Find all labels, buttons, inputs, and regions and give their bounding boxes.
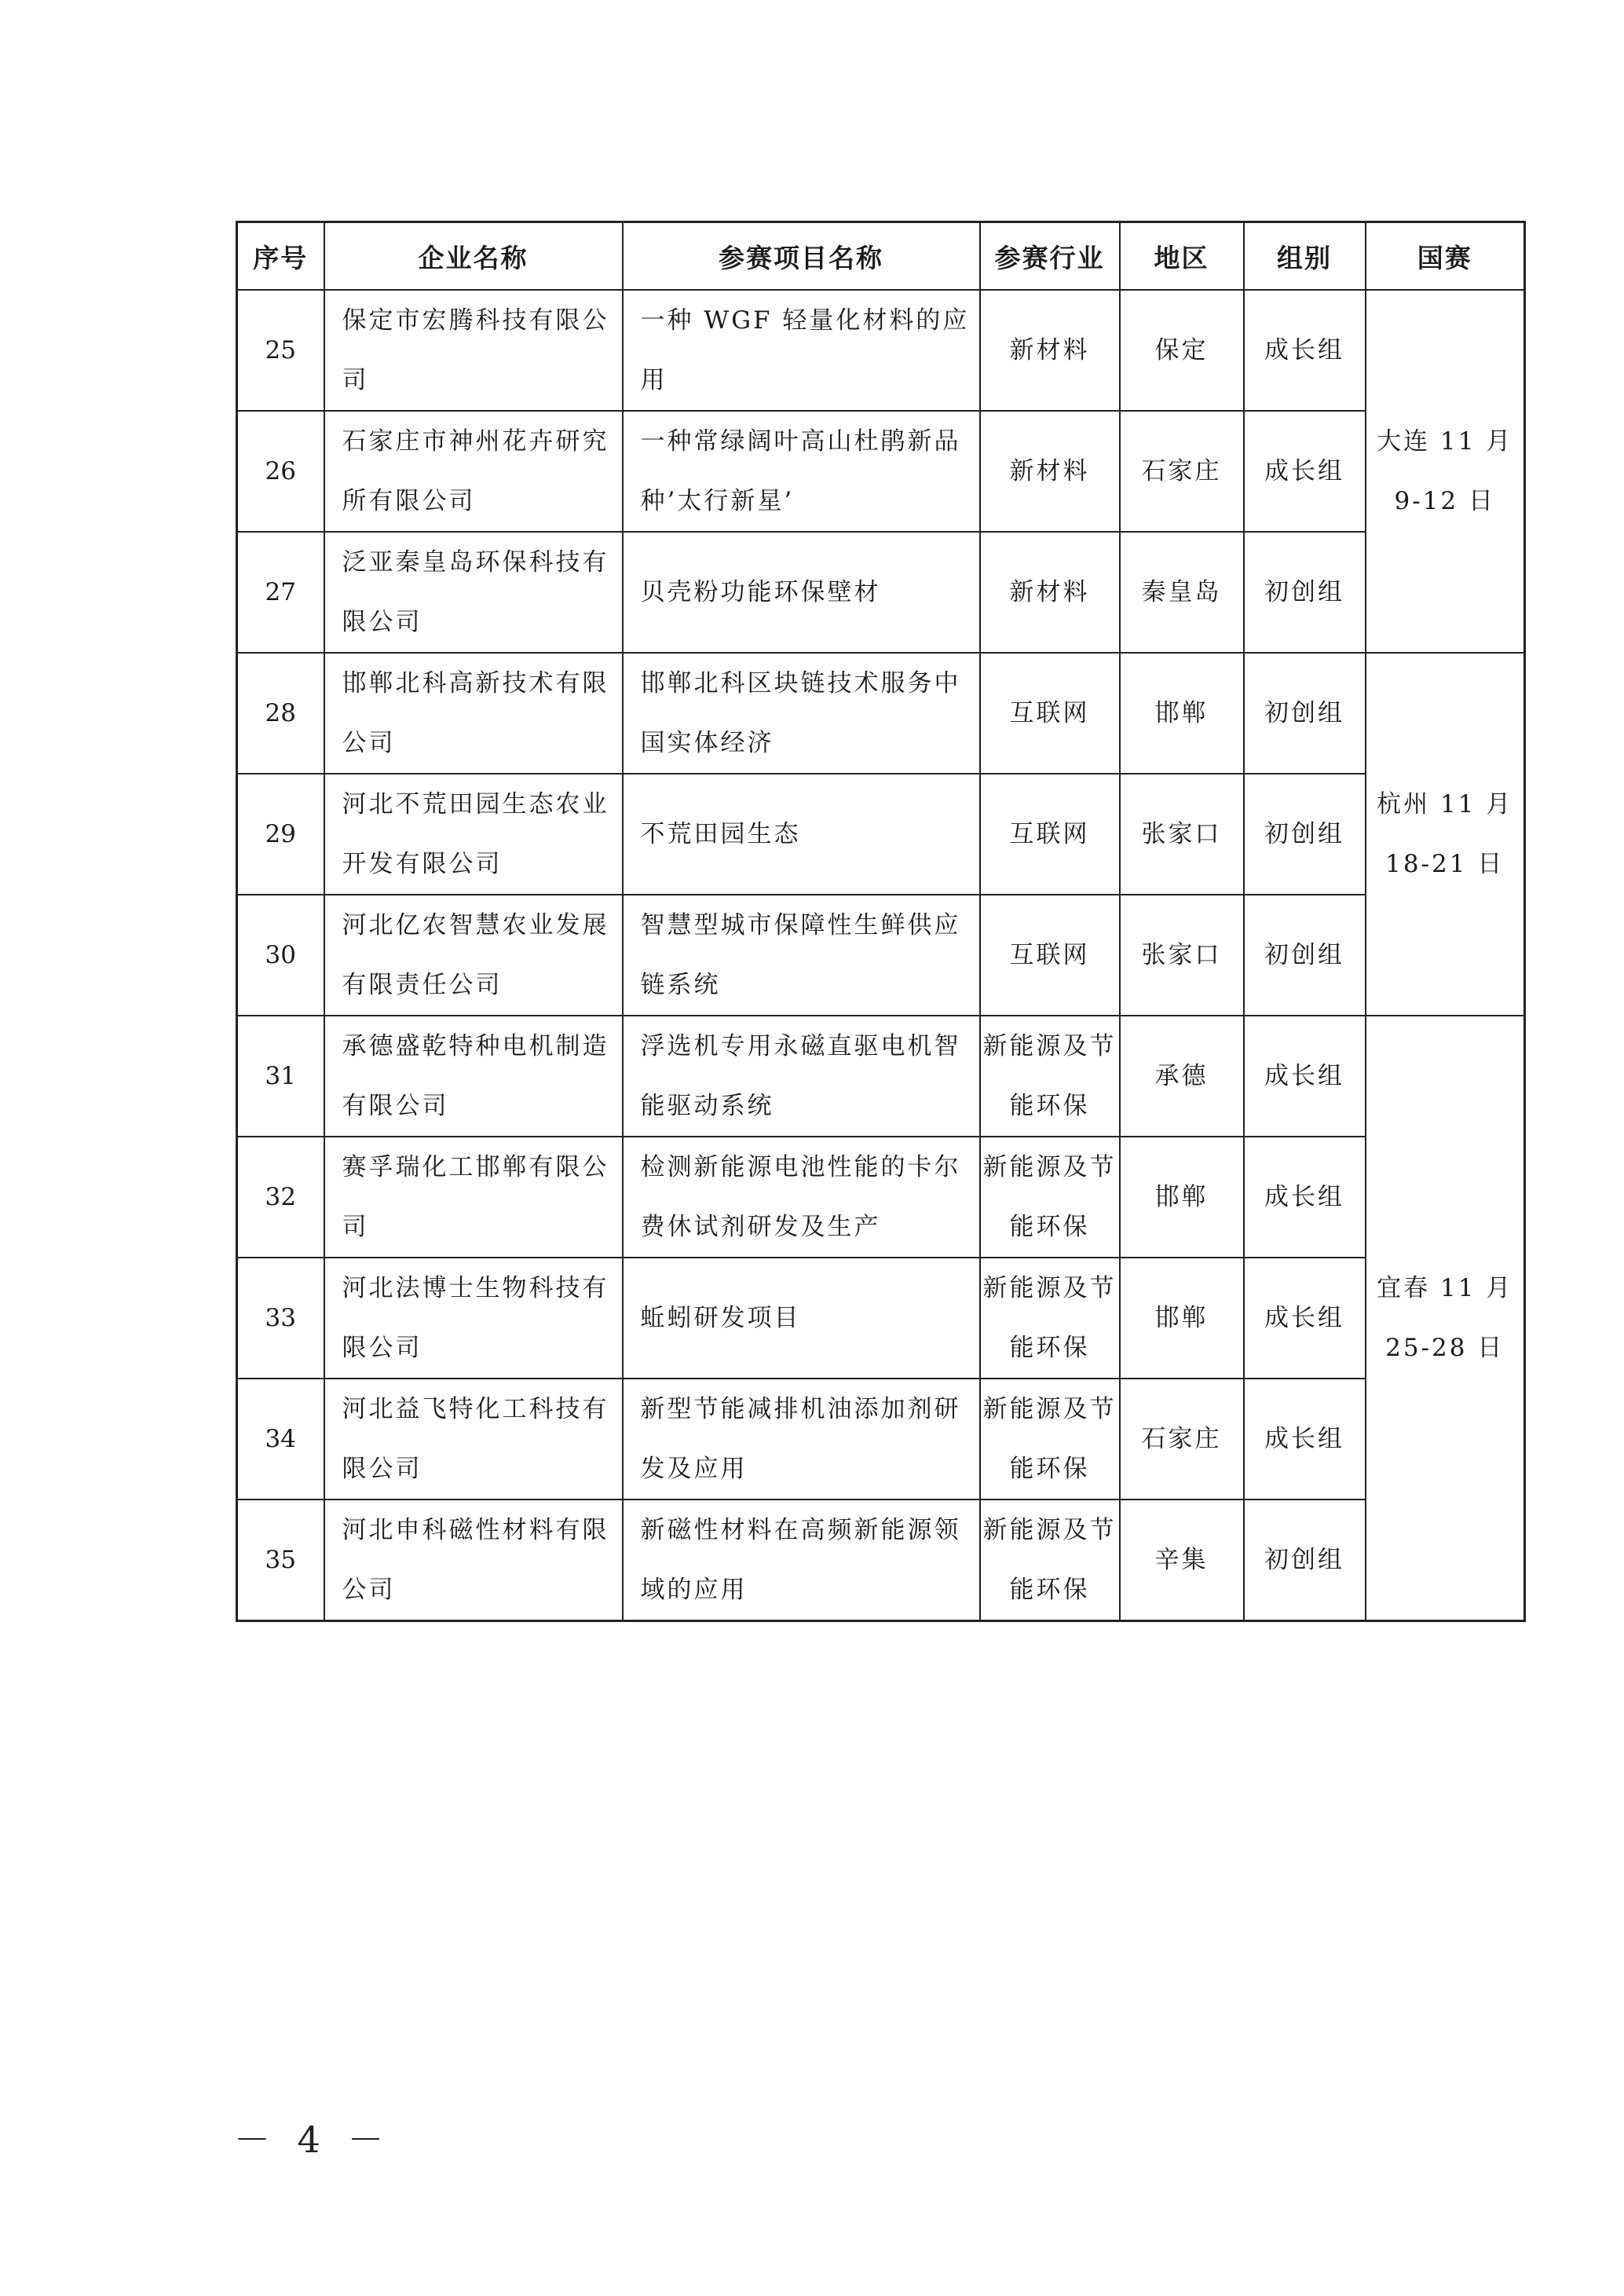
row-number-cell [237, 1016, 324, 1137]
table-row [237, 895, 1525, 1016]
project-name-cell [623, 290, 980, 411]
project-name-cell [623, 774, 980, 895]
region: 石家庄 [1141, 457, 1222, 485]
region-cell [1120, 411, 1244, 532]
project-name-cell [623, 895, 980, 1016]
region: 邯郸 [1154, 1183, 1209, 1211]
group-cell [1244, 1500, 1366, 1621]
final-venue-city-month: 杭州 11 月 [1377, 790, 1513, 818]
row-number-cell [237, 411, 324, 532]
region-cell [1120, 653, 1244, 774]
row-number-cell [237, 653, 324, 774]
company-name-cell [324, 532, 623, 653]
company-name: 赛孚瑞化工邯郸有限公司 [342, 1153, 609, 1241]
row-number-cell [237, 1137, 324, 1258]
final-venue-city-month: 宜春 11 月 [1377, 1274, 1513, 1302]
industry-cell [980, 1379, 1120, 1500]
company-name-cell [324, 895, 623, 1016]
project-name: 检测新能源电池性能的卡尔费休试剂研发及生产 [640, 1153, 961, 1241]
group: 成长组 [1264, 336, 1344, 364]
table-row [237, 774, 1525, 895]
project-name: 邯郸北科区块链技术服务中国实体经济 [640, 669, 961, 757]
project-name: 智慧型城市保障性生鲜供应链系统 [640, 911, 961, 999]
industry-cell [980, 895, 1120, 1016]
group-cell [1244, 895, 1366, 1016]
company-name: 泛亚秦皇岛环保科技有限公司 [342, 548, 609, 636]
industry: 新能源及节能环保 [982, 1153, 1117, 1241]
row-number-cell [237, 895, 324, 1016]
row-number: 33 [265, 1304, 296, 1332]
company-name: 河北亿农智慧农业发展有限责任公司 [342, 911, 609, 999]
company-name: 河北不荒田园生态农业开发有限公司 [342, 790, 609, 878]
project-name-cell [623, 411, 980, 532]
group-cell [1244, 1379, 1366, 1500]
company-name: 河北申科磁性材料有限公司 [342, 1516, 609, 1604]
region-cell [1120, 290, 1244, 411]
row-number-cell [237, 532, 324, 653]
region-cell [1120, 774, 1244, 895]
company-name: 河北益飞特化工科技有限公司 [342, 1395, 609, 1483]
final-venue-cell [1366, 290, 1525, 653]
company-name: 河北法博士生物科技有限公司 [342, 1274, 609, 1362]
company-name-cell [324, 411, 623, 532]
project-name: 一种 WGF 轻量化材料的应用 [640, 306, 970, 394]
industry: 新材料 [1009, 457, 1090, 485]
row-number-cell [237, 1500, 324, 1621]
company-name-cell [324, 290, 623, 411]
header-region: 地区 [1120, 222, 1244, 291]
industry: 新材料 [1009, 578, 1090, 606]
industry-cell [980, 411, 1120, 532]
region-cell [1120, 1016, 1244, 1137]
region: 保定 [1154, 336, 1209, 364]
company-name-cell [324, 1500, 623, 1621]
table-body [237, 290, 1525, 1621]
group-cell [1244, 290, 1366, 411]
table-row [237, 1137, 1525, 1258]
company-name-cell [324, 1258, 623, 1379]
row-number: 35 [265, 1546, 296, 1574]
industry-cell [980, 532, 1120, 653]
company-name: 保定市宏腾科技有限公司 [342, 306, 609, 394]
row-number: 28 [265, 699, 296, 727]
project-name: 不荒田园生态 [640, 820, 801, 848]
row-number: 31 [265, 1062, 296, 1090]
group: 成长组 [1264, 1425, 1344, 1453]
row-number: 26 [265, 457, 296, 485]
header-final: 国赛 [1366, 222, 1525, 291]
region: 邯郸 [1154, 1304, 1209, 1332]
industry-cell [980, 1016, 1120, 1137]
industry: 互联网 [1009, 820, 1090, 848]
group: 初创组 [1264, 699, 1344, 727]
group: 成长组 [1264, 1183, 1344, 1211]
region-cell [1120, 1137, 1244, 1258]
region-cell [1120, 895, 1244, 1016]
company-name-cell [324, 774, 623, 895]
industry: 新材料 [1009, 336, 1090, 364]
group-cell [1244, 1137, 1366, 1258]
company-name-cell [324, 653, 623, 774]
project-name-cell [623, 1379, 980, 1500]
project-name-cell [623, 653, 980, 774]
final-venue-cell [1366, 653, 1525, 1016]
table-header-row [237, 222, 1525, 291]
header-industry: 参赛行业 [980, 222, 1120, 291]
industry-cell [980, 1258, 1120, 1379]
company-name-cell [324, 1379, 623, 1500]
project-name-cell [623, 1500, 980, 1621]
project-name: 浮选机专用永磁直驱电机智能驱动系统 [640, 1032, 961, 1120]
industry: 互联网 [1009, 941, 1090, 969]
industry: 新能源及节能环保 [982, 1516, 1117, 1604]
region: 张家口 [1141, 941, 1222, 969]
company-name: 邯郸北科高新技术有限公司 [342, 669, 609, 757]
table-row [237, 1500, 1525, 1621]
project-name-cell [623, 1137, 980, 1258]
industry: 新能源及节能环保 [982, 1395, 1117, 1483]
company-name: 承德盛乾特种电机制造有限公司 [342, 1032, 609, 1120]
table-row [237, 1016, 1525, 1137]
final-venue-dates: 25-28 日 [1385, 1334, 1505, 1362]
group: 初创组 [1264, 1546, 1344, 1574]
final-venue-dates: 9-12 日 [1394, 487, 1495, 515]
group-cell [1244, 411, 1366, 532]
row-number: 30 [265, 941, 296, 969]
region-cell [1120, 532, 1244, 653]
table-row [237, 653, 1525, 774]
final-venue-cell [1366, 1016, 1525, 1621]
region: 邯郸 [1154, 699, 1209, 727]
table-row [237, 1379, 1525, 1500]
table-row [237, 411, 1525, 532]
group-cell [1244, 532, 1366, 653]
header-project: 参赛项目名称 [623, 222, 980, 291]
project-name: 一种常绿阔叶高山杜鹃新品种’太行新星’ [640, 427, 961, 515]
region-cell [1120, 1500, 1244, 1621]
header-no: 序号 [237, 222, 324, 291]
final-venue-city-month: 大连 11 月 [1377, 427, 1513, 456]
page-number: － 4 － [234, 2118, 392, 2161]
industry: 新能源及节能环保 [982, 1274, 1117, 1362]
industry: 互联网 [1009, 699, 1090, 727]
group-cell [1244, 653, 1366, 774]
project-name: 新磁性材料在高频新能源领域的应用 [640, 1516, 961, 1604]
row-number: 25 [265, 336, 296, 364]
group-cell [1244, 774, 1366, 895]
row-number-cell [237, 1379, 324, 1500]
group-cell [1244, 1016, 1366, 1137]
region: 秦皇岛 [1141, 578, 1222, 606]
table-row [237, 290, 1525, 411]
project-name-cell [623, 532, 980, 653]
row-number: 29 [265, 820, 296, 848]
group: 初创组 [1264, 820, 1344, 848]
group: 成长组 [1264, 1062, 1344, 1090]
industry-cell [980, 290, 1120, 411]
competition-table [236, 221, 1526, 1622]
region: 承德 [1154, 1062, 1209, 1090]
row-number: 27 [265, 578, 296, 606]
group-cell [1244, 1258, 1366, 1379]
company-name-cell [324, 1016, 623, 1137]
region: 辛集 [1154, 1546, 1209, 1574]
project-name-cell [623, 1258, 980, 1379]
project-name: 贝壳粉功能环保壁材 [640, 578, 881, 606]
row-number-cell [237, 290, 324, 411]
row-number: 32 [265, 1183, 296, 1211]
group: 成长组 [1264, 1304, 1344, 1332]
industry-cell [980, 653, 1120, 774]
industry: 新能源及节能环保 [982, 1032, 1117, 1120]
region: 张家口 [1141, 820, 1222, 848]
final-venue-dates: 18-21 日 [1385, 850, 1505, 878]
group: 初创组 [1264, 578, 1344, 606]
region-cell [1120, 1258, 1244, 1379]
industry-cell [980, 774, 1120, 895]
row-number: 34 [265, 1425, 296, 1453]
table-row [237, 532, 1525, 653]
region-cell [1120, 1379, 1244, 1500]
row-number-cell [237, 1258, 324, 1379]
company-name: 石家庄市神州花卉研究所有限公司 [342, 427, 609, 515]
company-name-cell [324, 1137, 623, 1258]
header-group: 组别 [1244, 222, 1366, 291]
project-name: 新型节能减排机油添加剂研发及应用 [640, 1395, 961, 1483]
header-company: 企业名称 [324, 222, 623, 291]
table-row [237, 1258, 1525, 1379]
region: 石家庄 [1141, 1425, 1222, 1453]
project-name-cell [623, 1016, 980, 1137]
group: 成长组 [1264, 457, 1344, 485]
group: 初创组 [1264, 941, 1344, 969]
project-name: 蚯蚓研发项目 [640, 1304, 801, 1332]
industry-cell [980, 1137, 1120, 1258]
row-number-cell [237, 774, 324, 895]
industry-cell [980, 1500, 1120, 1621]
